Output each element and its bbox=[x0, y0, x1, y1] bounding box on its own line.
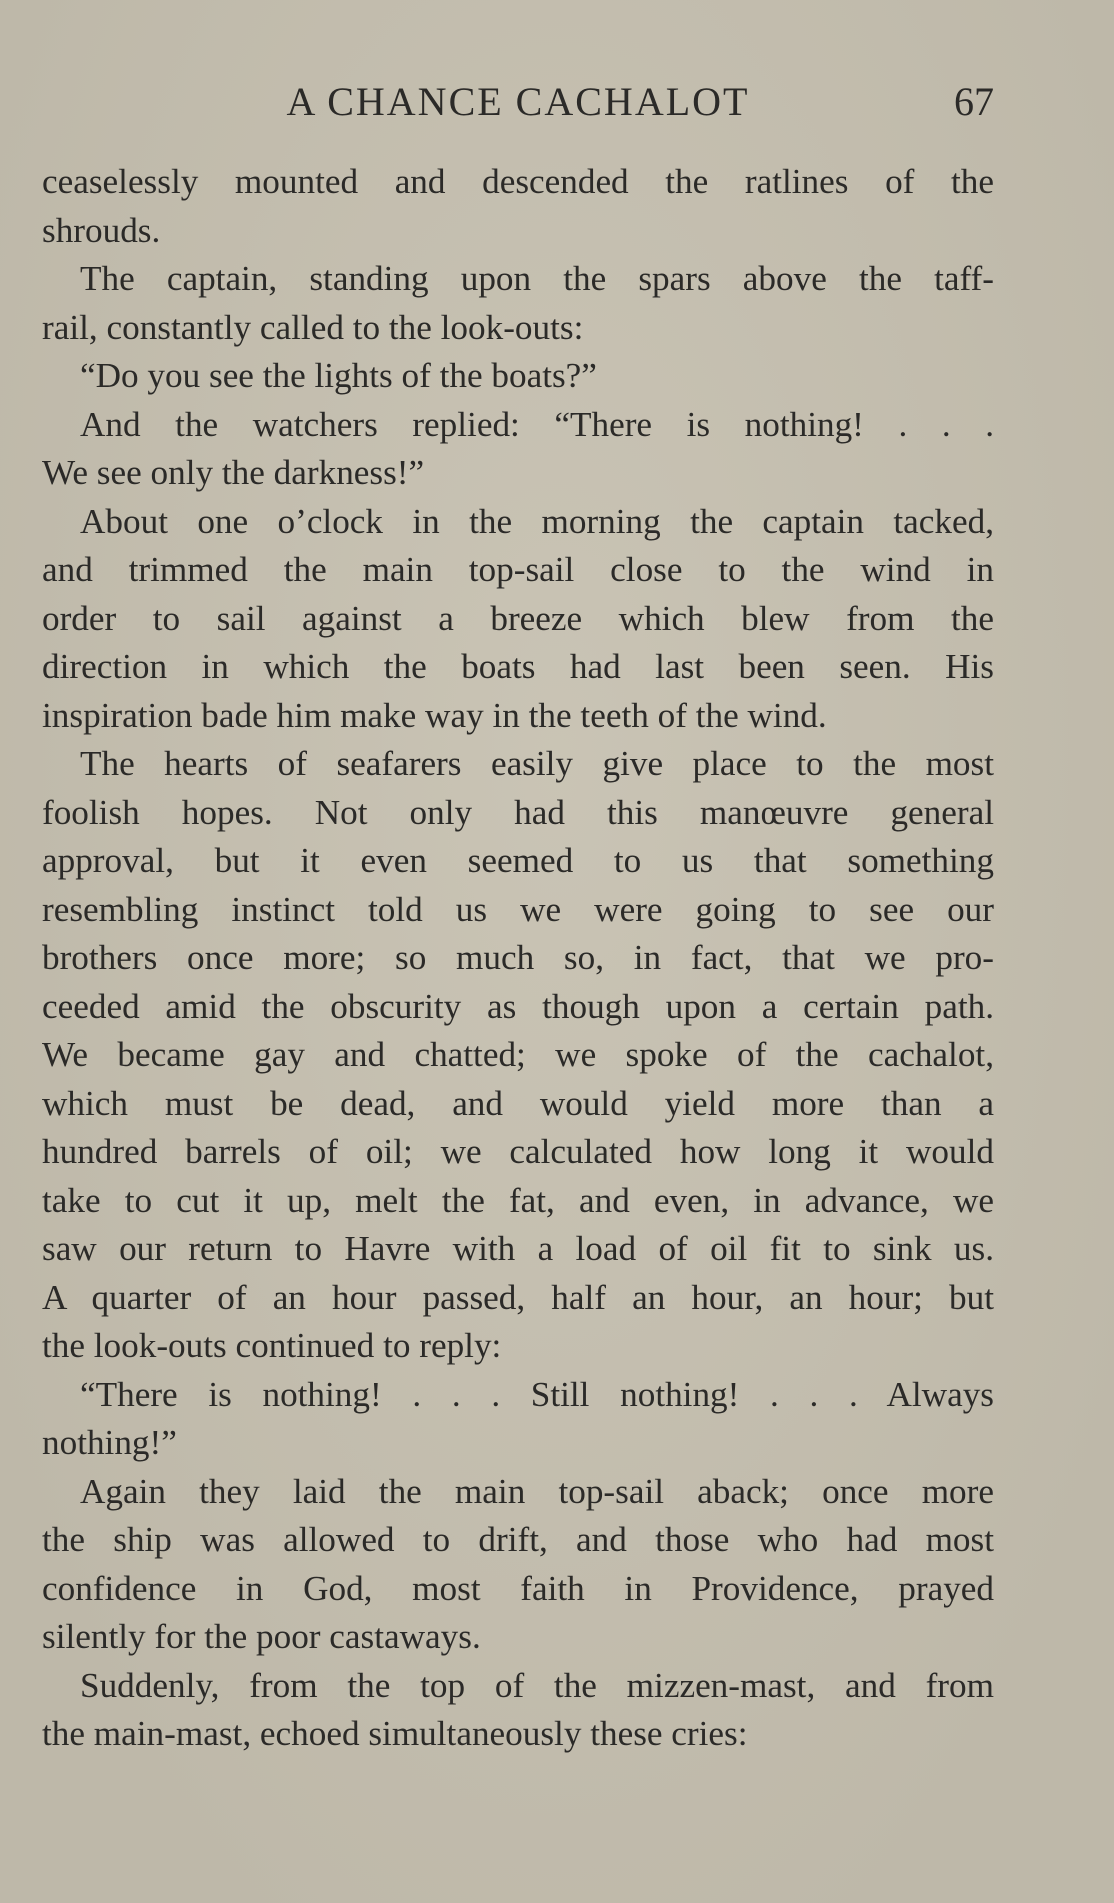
text-line: brothers once more; so much so, in fact, that we pro- bbox=[42, 938, 994, 977]
text-line: Again they laid the main top-sail aback; once more bbox=[80, 1471, 994, 1511]
text-line: “Do you see the lights of the boats?” bbox=[80, 356, 597, 395]
text-line: We see only the darkness!” bbox=[42, 453, 425, 492]
text-line: The captain, standing upon the spars above the taff- bbox=[80, 259, 994, 298]
text-line: direction in which the boats had last been seen. His bbox=[42, 647, 994, 686]
text-line: silently for the poor castaways. bbox=[42, 1617, 481, 1656]
body-text bbox=[42, 158, 994, 1759]
text-line: shrouds. bbox=[42, 210, 161, 250]
text-line: About one o’clock in the morning the captain tacked, bbox=[80, 501, 994, 541]
text-line: confidence in God, most faith in Providence, prayed bbox=[42, 1568, 994, 1608]
text-line: rail, constantly called to the look-outs: bbox=[42, 307, 584, 347]
text-line: the look-outs continued to reply: bbox=[42, 1326, 502, 1365]
text-line: resembling instinct told us we were going to see our bbox=[42, 889, 994, 929]
text-line: And the watchers replied: “There is nothing! . . . bbox=[80, 404, 994, 444]
text-line: take to cut it up, melt the fat, and even, in advance, we bbox=[42, 1180, 994, 1220]
text-line: ceeded amid the obscurity as though upon a certain path. bbox=[42, 986, 994, 1026]
text-line: Suddenly, from the top of the mizzen-mast, and from bbox=[80, 1665, 994, 1705]
text-line: order to sail against a breeze which blew from the bbox=[42, 598, 994, 638]
text-line: foolish hopes. Not only had this manœuvre general bbox=[42, 792, 994, 832]
text-line: approval, but it even seemed to us that something bbox=[42, 841, 994, 880]
page-header bbox=[42, 78, 994, 128]
text-line: the main-mast, echoed simultaneously these cries: bbox=[42, 1714, 748, 1753]
text-line: which must be dead, and would yield more than a bbox=[42, 1083, 994, 1123]
text-line: We became gay and chatted; we spoke of the cachalot, bbox=[42, 1035, 994, 1074]
text-line: A quarter of an hour passed, half an hour, an hour; but bbox=[42, 1277, 994, 1317]
text-line: “There is nothing! . . . Still nothing! . . . Always bbox=[80, 1374, 994, 1414]
text-line: nothing!” bbox=[42, 1423, 177, 1462]
text-line: and trimmed the main top-sail close to the wind in bbox=[42, 550, 994, 589]
text-line: inspiration bade him make way in the teeth of the wind. bbox=[42, 695, 827, 735]
text-line: hundred barrels of oil; we calculated how long it would bbox=[42, 1132, 994, 1171]
text-line: ceaselessly mounted and descended the ratlines of the bbox=[42, 162, 994, 201]
text-line: The hearts of seafarers easily give place to the most bbox=[80, 744, 994, 783]
running-head: A CHANCE CACHALOT bbox=[286, 79, 750, 124]
text-line: saw our return to Havre with a load of oil fit to sink us. bbox=[42, 1229, 994, 1268]
page-number: 67 bbox=[954, 79, 994, 124]
text-line: the ship was allowed to drift, and those who had most bbox=[42, 1520, 994, 1559]
